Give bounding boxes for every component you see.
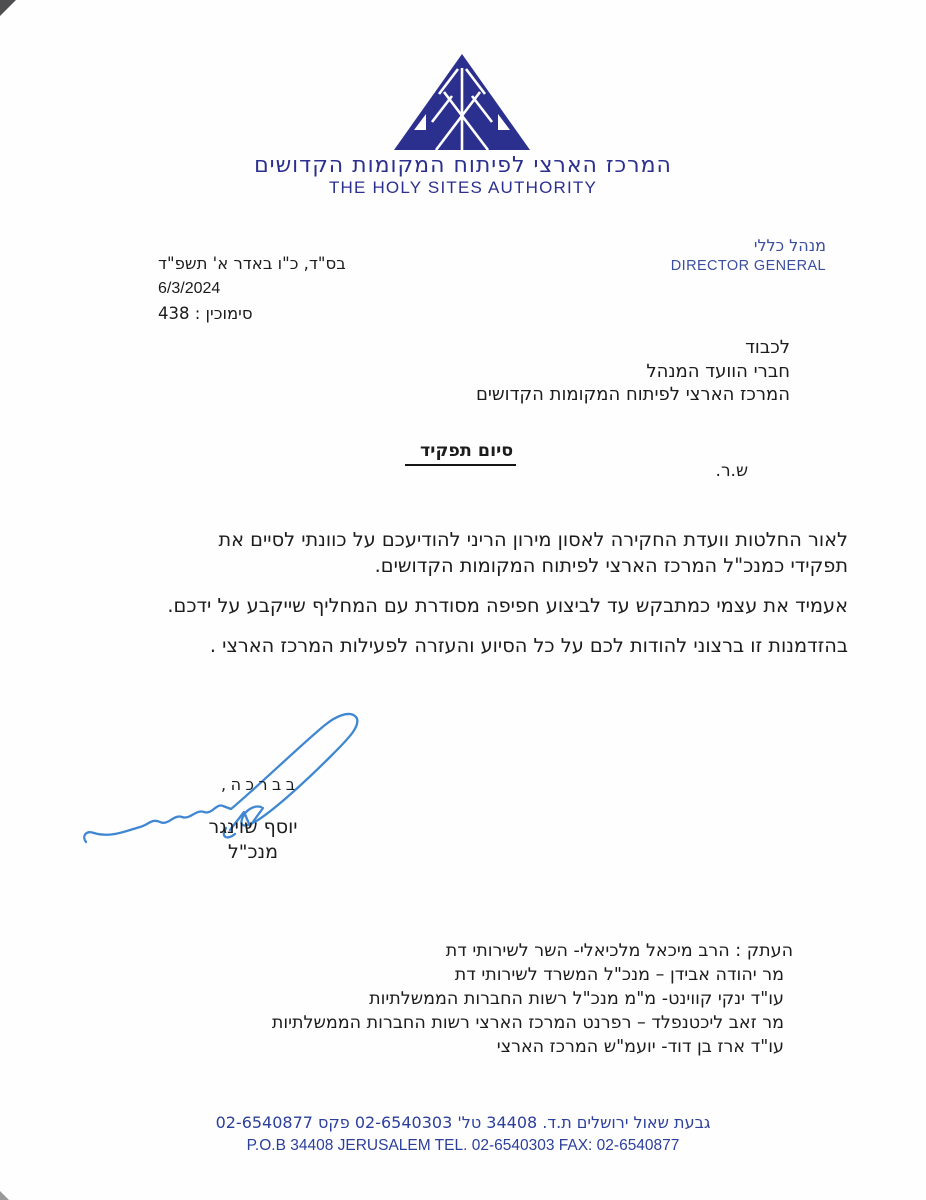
reference-number: סימוכין : 438 (158, 304, 253, 323)
closing-word: בברכה, (221, 775, 300, 794)
footer-address-hebrew: גבעת שאול ירושלים ת.ד. 34408 טל' 02-6540303 פקס 02-6540877 (215, 1113, 711, 1132)
cc-line: עו"ד ינקי קווינט- מ"מ מנכ"ל רשות החברות הממשלתיות (369, 989, 784, 1009)
date-block (158, 251, 346, 326)
greeting-initials: ש.ר. (715, 461, 748, 481)
role-hebrew: מנהל כללי (753, 236, 826, 255)
signer-title: מנכ"ל (227, 841, 279, 863)
footer-address-english: P.O.B 34408 JERUSALEM TEL. 02-6540303 FAX: 02-6540877 (246, 1137, 680, 1154)
cc-line: עו"ד ארז בן דוד- יועמ"ש המרכז הארצי (496, 1037, 784, 1057)
recipient-group: חברי הוועד המנהל (646, 360, 790, 382)
gregorian-date: 6/3/2024 (158, 280, 221, 297)
scan-artifact-bottom-left (0, 1191, 9, 1200)
subject-text: סיום תפקיד (405, 441, 516, 466)
body-paragraph-2: אעמיד את עצמי כמתבקש עד לביצוע חפיפה מסודרת עם המחליף שייקבע על ידכם. (167, 594, 848, 617)
signer-name: יוסף שוינגר (208, 816, 298, 838)
cc-line (272, 939, 793, 963)
body-paragraph-3: בהזדמנות זו ברצוני להודות לכם על כל הסיוע והעזרה לפעילות המרכז הארצי . (209, 634, 848, 657)
role-english: DIRECTOR GENERAL (670, 258, 826, 274)
scan-artifact-top-left (0, 0, 16, 16)
holy-sites-authority-logo-icon (391, 52, 533, 152)
signer-block (153, 815, 353, 865)
recipient-salutation: לכבוד (745, 337, 790, 358)
body-paragraph-1: לאור החלטות וועדת החקירה לאסון מירון הריני להודיעכם על כוונתי לסיים את תפקידי כמנכ"ל המרכז הארצי לפיתוח המקומות הקדושים. (218, 528, 848, 577)
cc-line: מר יהודה אבידן – מנכ"ל המשרד לשירותי דת (454, 965, 784, 985)
subject-line (405, 441, 516, 466)
recipient-block (476, 336, 790, 407)
cc-label: העתק : (735, 941, 793, 961)
cc-entry: הרב מיכאל מלכיאלי- השר לשירותי דת (445, 941, 730, 961)
org-title-english: THE HOLY SITES AUTHORITY (328, 178, 598, 197)
recipient-organization: המרכז הארצי לפיתוח המקומות הקדושים (475, 384, 790, 405)
letter-body (158, 527, 848, 673)
director-general-block (671, 236, 826, 274)
letterhead-footer (0, 1111, 926, 1157)
hebrew-date-line: בס"ד, כ"ו באדר א' תשפ"ד (158, 254, 346, 273)
cc-block (272, 939, 793, 1059)
cc-line: מר זאב ליכטנפלד – רפרנט המרכז הארצי רשות החברות הממשלתיות (271, 1013, 784, 1033)
org-title-hebrew: המרכז הארצי לפיתוח המקומות הקדושים (254, 153, 672, 178)
